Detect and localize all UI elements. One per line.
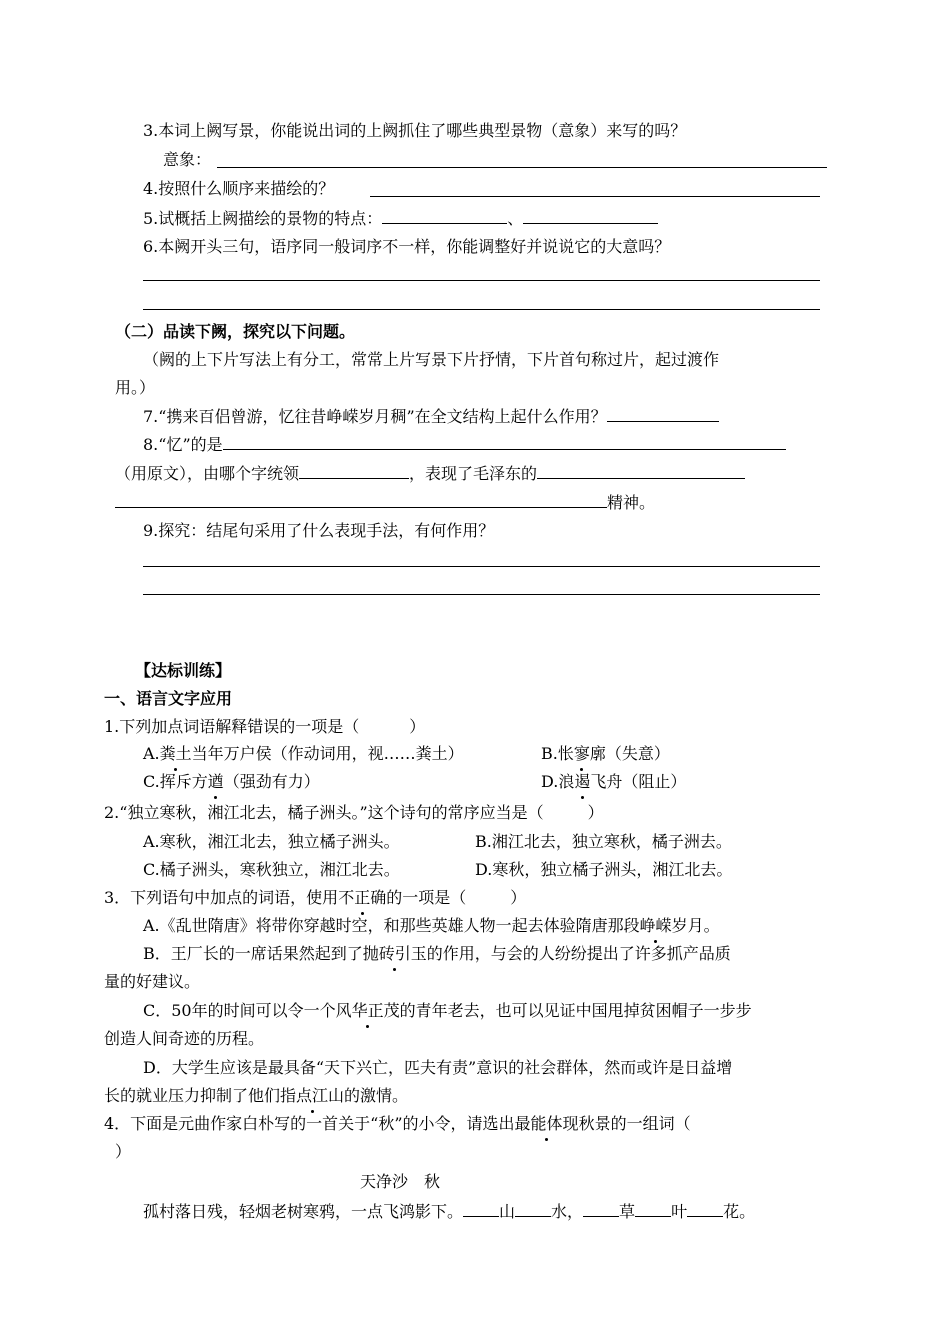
q6-answer-line-1[interactable] <box>143 280 820 281</box>
poem-blank-5[interactable] <box>687 1200 723 1217</box>
poem-line <box>143 1200 755 1223</box>
opt-text: 岁月。 <box>671 916 720 935</box>
opt-text: 的激情。 <box>344 1086 409 1105</box>
q8-mid-1: （用原文），由哪个字统领 <box>115 464 300 483</box>
q4-answer-line[interactable] <box>370 196 820 197</box>
q6-answer-line-2[interactable] <box>143 309 820 310</box>
dotted-word: 峥嵘 <box>639 916 672 935</box>
q9-answer-line-2[interactable] <box>143 594 820 595</box>
t-q2-paren: ） <box>587 803 604 822</box>
opt-text: D.浪 <box>541 772 575 791</box>
dotted-word: 指点江山 <box>280 1086 345 1105</box>
opt-text: C.挥斥方 <box>143 772 208 791</box>
t-question-3 <box>104 887 526 909</box>
t-q1-paren: ） <box>409 717 426 736</box>
poem-word: 草 <box>619 1202 636 1221</box>
dotted-word: 遒 <box>207 772 224 791</box>
t-q3-option-b[interactable] <box>143 943 731 965</box>
opt-text: 长的就业压力抑制了他们 <box>104 1086 281 1105</box>
poem-blank-1[interactable] <box>463 1200 499 1217</box>
t-q2-option-d[interactable]: D.寒秋，独立橘子洲头，湘江北去。 <box>475 860 733 879</box>
t-q3-paren: ） <box>510 888 527 907</box>
t-q2-option-b[interactable]: B.湘江北去，独立寒秋，橘子洲去。 <box>475 832 732 851</box>
opt-text: （强劲有力） <box>223 772 320 791</box>
question-4: 4.按照什么顺序来描绘的？ <box>143 179 335 198</box>
t-q4-stem-end: 秋景的一组词（ <box>578 1114 691 1133</box>
opt-text: 飞舟（阻止） <box>590 772 687 791</box>
t-q3-option-d-cont <box>104 1085 408 1107</box>
section-heading-2: （二）品读下阙，探究以下问题。 <box>115 322 356 341</box>
question-9: 9.探究：结尾句采用了什么表现手法，有何作用？ <box>143 521 495 540</box>
q8-blank-1[interactable] <box>223 433 786 450</box>
t-question-1 <box>104 716 425 738</box>
t-q3-option-b-cont: 量的好建议。 <box>104 972 201 991</box>
t-q1-option-b[interactable] <box>541 743 670 765</box>
question-6: 6.本阙开头三句，语序同一般词序不一样，你能调整好并说说它的大意吗？ <box>143 237 671 256</box>
opt-letter: A. <box>143 744 160 763</box>
dotted-word: 粪土 <box>159 744 192 763</box>
q8-blank-2[interactable] <box>299 462 409 479</box>
t-q4-paren: ） <box>115 1142 132 1161</box>
note-line-2: 用。） <box>115 378 156 397</box>
question-8 <box>143 433 786 456</box>
t-question-4 <box>104 1113 691 1135</box>
training-section-title: 一、语言文字应用 <box>104 689 233 708</box>
poem-word: 叶 <box>671 1202 688 1221</box>
opt-text: （失意） <box>605 744 670 763</box>
question-7 <box>143 405 719 428</box>
question-8-line-2 <box>115 462 745 485</box>
q7-blank[interactable] <box>607 405 719 422</box>
q5-text: 5.试概括上阙描绘的景物的特点： <box>143 209 383 228</box>
training-heading: 【达标训练】 <box>135 661 232 680</box>
t-q1-stem: 1.下列加点词语解释错误的一项是（ <box>104 717 360 736</box>
question-3: 3.本词上阙写景，你能说出词的上阙抓住了哪些典型景物（意象）来写的吗？ <box>143 121 687 140</box>
t-q3-option-c-cont: 创造人间奇迹的历程。 <box>104 1029 265 1048</box>
t-q3-option-a[interactable] <box>143 915 720 937</box>
opt-text: C．50年的时间可以令一个 <box>143 1001 336 1020</box>
poem-word: 花。 <box>723 1202 756 1221</box>
t-q3-stem-end: 的一项是（ <box>386 888 467 907</box>
q8-mid-2: ，表现了毛泽东的 <box>409 464 538 483</box>
dotted-word: 遏 <box>574 772 591 791</box>
opt-text: 的青年老去，也可以见证中国甩掉贫困帽子一步步 <box>399 1001 752 1020</box>
poem-blank-3[interactable] <box>583 1200 619 1217</box>
q8-blank-4[interactable] <box>115 491 607 508</box>
imagery-label: 意象： <box>163 150 212 169</box>
poem-text: 孤村落日残，轻烟老树寒鸦，一点飞鸿影下。 <box>143 1202 464 1221</box>
note-line-1: （阙的上下片写法上有分工，常常上片写景下片抒情，下片首句称过片，起过渡作 <box>143 350 720 369</box>
q8-end: 精神。 <box>607 493 656 512</box>
t-q3-option-d[interactable]: D．大学生应该是最具备“天下兴亡，匹夫有责”意识的社会群体，然而或许是日益增 <box>143 1058 733 1077</box>
poem-blank-2[interactable] <box>515 1200 551 1217</box>
t-q3-option-c[interactable] <box>143 1000 752 1022</box>
opt-text: 的作用，与会的人纷纷提出了许多抓产品质 <box>426 944 731 963</box>
poem-word: 山 <box>499 1202 516 1221</box>
t-q1-option-a[interactable] <box>143 743 464 765</box>
t-q2-option-a[interactable]: A.寒秋，湘江北去，独立橘子洲头。 <box>143 832 400 851</box>
poem-title: 天净沙 秋 <box>360 1172 441 1191</box>
t-q2-option-c[interactable]: C.橘子洲头，寒秋独立，湘江北去。 <box>143 860 400 879</box>
t-q2-stem: 2.“独立寒秋，湘江北去，橘子洲头。”这个诗句的常序应当是（ <box>104 803 544 822</box>
t-q3-stem: 3．下列语句中加点的词语，使用 <box>104 888 339 907</box>
t-q1-option-c[interactable] <box>143 771 320 793</box>
dotted-word: 怅寥廓 <box>557 744 606 763</box>
t-question-2 <box>104 802 604 824</box>
dotted-word: 风华正茂 <box>335 1001 400 1020</box>
opt-letter: B. <box>541 744 558 763</box>
dotted-word: 抛砖引玉 <box>362 944 427 963</box>
dotted-word: 最能体现 <box>514 1114 579 1133</box>
q7-text: 7.“携来百侣曾游，忆往昔峥嵘岁月稠”在全文结构上起什么作用？ <box>143 407 607 426</box>
poem-blank-4[interactable] <box>635 1200 671 1217</box>
q8-blank-3[interactable] <box>537 462 745 479</box>
poem-word: 水， <box>551 1202 584 1221</box>
opt-text: B．王厂长的一席话果然起到了 <box>143 944 363 963</box>
opt-text: 当年万户侯（作动词用，视……粪土） <box>191 744 464 763</box>
q5-separator: 、 <box>507 209 524 228</box>
opt-text: A.《乱世隋唐》将带你穿越时空，和那些英雄人物一起去体验隋唐那段 <box>143 916 640 935</box>
question-5 <box>143 207 658 230</box>
t-q1-option-d[interactable] <box>541 771 686 793</box>
q8-start: 8.“忆”的是 <box>143 435 223 454</box>
imagery-answer-line[interactable] <box>217 167 827 168</box>
question-8-line-3 <box>115 491 655 514</box>
dotted-word: 不正确 <box>338 888 387 907</box>
q5-blank-1[interactable] <box>382 207 507 224</box>
t-q4-stem: 4．下面是元曲作家白朴写的一首关于“秋”的小令，请选出 <box>104 1114 515 1133</box>
q9-answer-line-1[interactable] <box>143 566 820 567</box>
q5-blank-2[interactable] <box>523 207 658 224</box>
